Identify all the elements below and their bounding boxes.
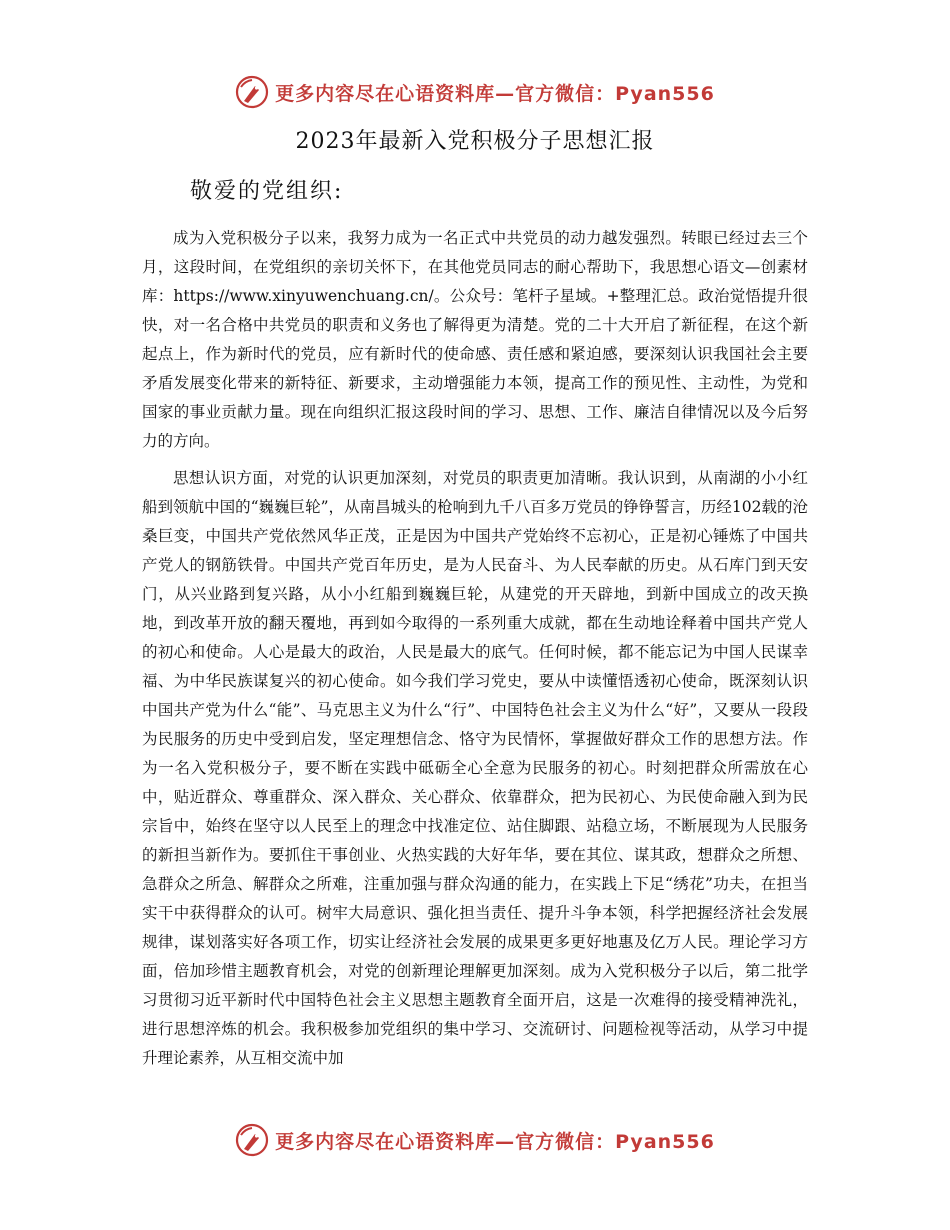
document-body xyxy=(142,224,808,1081)
document-title: 2023年最新入党积极分子思想汇报 xyxy=(295,129,655,154)
pen-nib-logo-icon xyxy=(235,1123,269,1157)
paragraph-thought: 思想认识方面，对党的认识更加深刻，对党员的职责更加清晰。我认识到，从南湖的小小红船到领航中国的“巍巍巨轮”，从南昌城头的枪响到九千八百多万党员的铮铮誓言，历经102载的沧桑巨变，中国共产党依然风华正茂，正是因为中国共产党始终不忘初心，正是初心锤炼了中国共产党人的钢筋铁骨。中国共产党百年历史，是为人民奋斗、为人民奉献的历史。从石库门到天安门，从兴业路到复兴路，从小小红船到巍巍巨轮，从建党的开天辟地，到新中国成立的改天换地，到改革开放的翻天覆地，再到如今取得的一系列重大成就，都在生动地诠释着中国共产党人的初心和使命。人心是最大的政治，人民是最大的底气。任何时候，都不能忘记为中国人民谋幸福、为中华民族谋复兴的初心使命。如今我们学习党史，要从中读懂悟透初心使命，既深刻认识中国共产党为什么“能”、马克思主义为什么“行”、中国特色社会主义为什么“好”，又要从一段段为民服务的历史中受到启发，坚定理想信念、恪守为民情怀，掌握做好群众工作的思想方法。作为一名入党积极分子，要不断在实践中砥砺全心全意为民服务的初心。时刻把群众所需放在心中，贴近群众、尊重群众、深入群众、关心群众、依靠群众，把为民初心、为民使命融入到为民宗旨中，始终在坚守以人民至上的理念中找准定位、站住脚跟、站稳立场，不断展现为人民服务的新担当新作为。要抓住干事创业、火热实践的大好年华，要在其位、谋其政，想群众之所想、急群众之所急、解群众之所难，注重加强与群众沟通的能力，在实践上下足“绣花”功夫，在担当实干中获得群众的认可。树牢大局意识、强化担当责任、提升斗争本领，科学把握经济社会发展规律，谋划落实好各项工作，切实让经济社会发展的成果更多更好地惠及亿万人民。理论学习方面，倍加珍惜主题教育机会，对党的创新理论理解更加深刻。成为入党积极分子以后，第二批学习贯彻习近平新时代中国特色社会主义思想主题教育全面开启，这是一次难得的接受精神洗礼，进行思想淬炼的机会。我积极参加党组织的集中学习、交流研讨、问题检视等活动，从学习中提升理论素养，从互相交流中加 xyxy=(142,469,808,1067)
banner-text: 更多内容尽在心语资料库—官方微信：Pyan556 xyxy=(275,1130,715,1153)
pen-nib-logo-icon xyxy=(235,75,269,109)
paragraph-intro: 成为入党积极分子以来，我努力成为一名正式中共党员的动力越发强烈。转眼已经过去三个月，这段时间，在党组织的亲切关怀下，在其他党员同志的耐心帮助下，我思想心语文—创素材库：https://www.xinyuwenchuang.cn/。公众号：笔杆子星域。+整理汇总。政治觉悟提升很快，对一名合格中共党员的职责和义务也了解得更为清楚。党的二十大开启了新征程，在这个新起点上，作为新时代的党员，应有新时代的使命感、责任感和紧迫感，要深刻认识我国社会主要矛盾发展变化带来的新特征、新要求，主动增强能力本领，提高工作的预见性、主动性，为党和国家的事业贡献力量。现在向组织汇报这段时间的学习、思想、工作、廉洁自律情况以及今后努力的方向。 xyxy=(142,229,808,450)
salutation: 敬爱的党组织: xyxy=(190,179,344,204)
header-banner xyxy=(0,72,950,112)
banner-text: 更多内容尽在心语资料库—官方微信：Pyan556 xyxy=(275,82,715,105)
footer-banner xyxy=(0,1120,950,1160)
